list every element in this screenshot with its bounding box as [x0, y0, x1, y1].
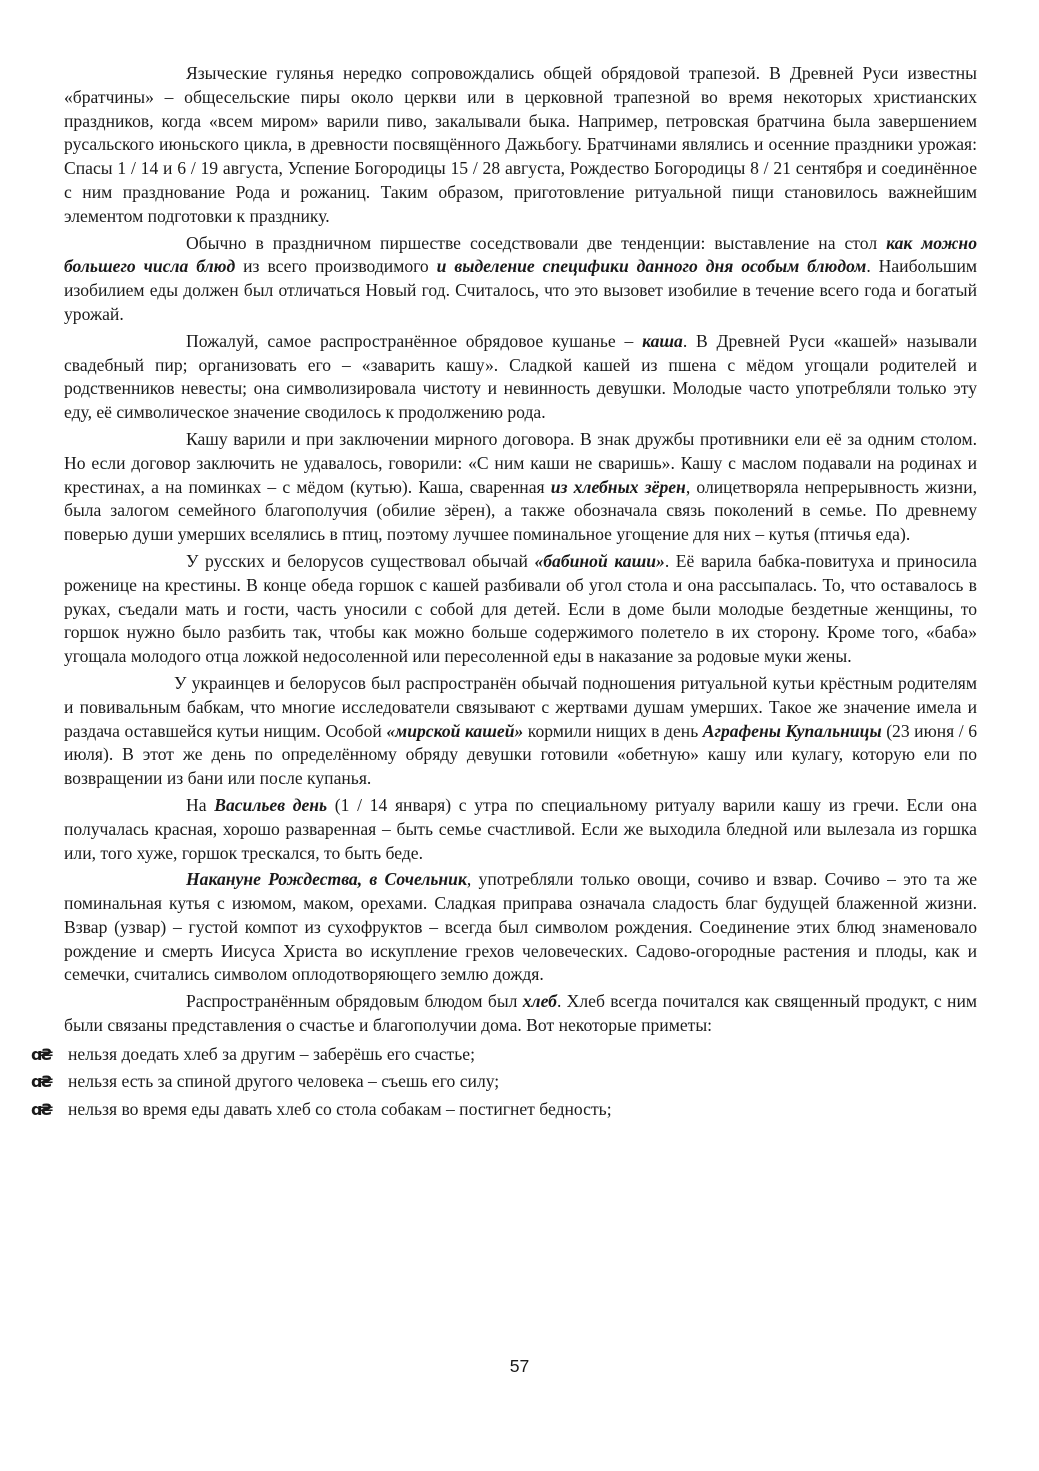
paragraph-text: . Её варила бабка-повитуха и приносила роженице на крестины. В конце обеда горшок с кашей разбивали об угол стола и она рассыпалась. То, что оставалось в руках, съедали мать и гости, часть уносили с собой для детей. Если в доме были молодые бездетные женщины, то горшок нужно было разбить так, чтобы как можно больше содержимого полетело в их сторону. Кроме того, «баба» угощала молодого отца ложкой недосоленной или пересоленной еды в наказание за родовые муки жены.	[64, 550, 977, 667]
emphasis-text: и выделение специфики данного дня особым блюдом	[436, 256, 867, 277]
paragraph-7	[64, 794, 977, 865]
paragraph-text: , употребляли только овощи, сочиво и взвар. Сочиво – это та же поминальная кутья с изюмом, маком, орехами. Сладкая приправа означала сладость благ будущей блаженной жизни. Взвар (узвар) – густой компот из сухофруктов – всегда был символом рождения. Соединение этих блюд знаменовало рождение и смерть Иисуса Христа во искупление грехов человеческих. Садово-огородные растения и плоды, как и семечки, считались символом оплодотворяющего землю дождя.	[64, 869, 978, 985]
paragraph-text: Обычно в праздничном пиршестве соседствовали две тенденции: выставление на стол	[186, 232, 887, 253]
list-item-text: нельзя во время еды давать хлеб со стола собакам – постигнет бедность;	[68, 1098, 612, 1119]
paragraph-1	[64, 62, 977, 229]
paragraph-text: из всего производимого	[235, 256, 437, 277]
list-item	[31, 1068, 977, 1096]
ornament-bullet-icon: ɑ₴	[31, 1099, 51, 1119]
paragraph-2	[64, 232, 977, 327]
ornament-bullet-icon: ɑ₴	[31, 1072, 51, 1092]
omens-list	[31, 1041, 977, 1124]
paragraphs	[64, 62, 977, 1038]
paragraph-text: кормили нищих в день	[523, 720, 703, 741]
paragraph-text: У русских и белорусов существовал обычай	[186, 550, 535, 571]
emphasis-text: «мирской кашей»	[386, 720, 524, 741]
page-number: 57	[509, 1356, 530, 1376]
paragraph-9	[64, 990, 977, 1038]
paragraph-text: . Хлеб всегда почитался как священный продукт, с ним были связаны представления о счастье и благополучии дома. Вот некоторые приметы:	[64, 991, 977, 1036]
list-item-text: нельзя есть за спиной другого человека – съешь его силу;	[68, 1071, 500, 1092]
emphasis-text: как можно большего числа блюд	[64, 232, 977, 277]
paragraph-4	[64, 428, 977, 547]
emphasis-text: Васильев день	[214, 794, 328, 815]
emphasis-text: Накануне Рождества, в Сочельник	[186, 869, 467, 890]
paragraph-text: Кашу варили и при заключении мирного договора. В знак дружбы противники ели её за одним столом. Но если договор заключить не удавалось, говорили: «С ним каши не сваришь». Кашу с маслом подавали на родинах и крестинах, а на поминках – с мёдом (кутью). Каша, сваренная	[64, 428, 977, 497]
paragraph-8	[64, 868, 977, 987]
emphasis-text: каша	[642, 330, 683, 351]
paragraph-text: У украинцев и белорусов был распространён обычай подношения ритуальной кутьи крёстным родителям и повивальным бабкам, что многие исследователи связывают с жертвами душам умерших. Такое же значение имела и раздача оставшейся кутьи нищим. Особой	[64, 672, 977, 741]
emphasis-text: «бабиной каши»	[534, 550, 665, 571]
paragraph-text: . В Древней Руси «кашей» называли свадебный пир; организовать его – «заварить кашу». Сладкой кашей из пшена с мёдом угощали родителей и родственников невесты; она символизировала чистоту и невинность девушки. Молодые часто употребляли только эту еду, её символическое значение сводилось к продолжению рода.	[64, 330, 977, 423]
ornament-bullet-icon: ɑ₴	[31, 1044, 51, 1064]
paragraph-6	[64, 672, 977, 791]
paragraph-text: (23 июня / 6 июля). В этот же день по определённому обряду девушки готовили «обетную» кашу или кулагу, которую ели по возвращении из бани или после купанья.	[64, 720, 977, 789]
paragraph-3	[64, 330, 977, 425]
paragraph-text: . Наибольшим изобилием еды должен был отличаться Новый год. Считалось, что это вызовет изобилие в течение всего года и богатый урожай.	[64, 256, 977, 324]
paragraph-text: Языческие гулянья нередко сопровождались общей обрядовой трапезой. В Древней Руси известны «братчины» – общесельские пиры около церкви или в церковной трапезной во время некоторых христианских праздников, когда «всем миром» варили пиво, закалывали быка. Например, петровская братчина была завершением русальского июньского цикла, в древности посвящённого Дажьбогу. Братчинами являлись и осенние праздники урожая: Спасы 1 / 14 и 6 / 19 августа, Успение Богородицы 15 / 28 августа, Рождество Богородицы 8 / 21 сентября и соединённое с ним празднование Рода и рожаниц. Таким образом, приготовление ритуальной пищи становилось важнейшим элементом подготовки к празднику.	[64, 63, 977, 226]
emphasis-text: хлеб	[522, 991, 557, 1012]
paragraph-5	[64, 550, 977, 669]
emphasis-text: Аграфены Купальницы	[702, 720, 882, 741]
emphasis-text: из хлебных зёрен	[550, 476, 686, 497]
paragraph-text: , олицетворяла непрерывность жизни, была залогом семейного благополучия (обилие зёрен), а также обозначала связь поколений в семье. По древнему поверью души умерших вселялись в птиц, поэтому лучшее поминальное угощение для них – кутья (птичья еда).	[64, 476, 978, 545]
list-item	[31, 1096, 977, 1124]
page-body	[31, 62, 978, 1123]
paragraph-text: На	[186, 794, 215, 815]
list-item-text: нельзя доедать хлеб за другим – заберёшь его счастье;	[68, 1043, 475, 1064]
paragraph-text: Пожалуй, самое распространённое обрядовое кушанье –	[186, 330, 643, 351]
list-item	[31, 1041, 977, 1069]
paragraph-text: (1 / 14 января) с утра по специальному ритуалу варили кашу из гречи. Если она получалась красная, хорошо разваренная – быть семье счастливой. Если же выходила бледной или вылезала из горшка или, того хуже, горшок трескался, то быть беде.	[64, 794, 977, 863]
paragraph-text: Распространённым обрядовым блюдом был	[186, 991, 523, 1012]
